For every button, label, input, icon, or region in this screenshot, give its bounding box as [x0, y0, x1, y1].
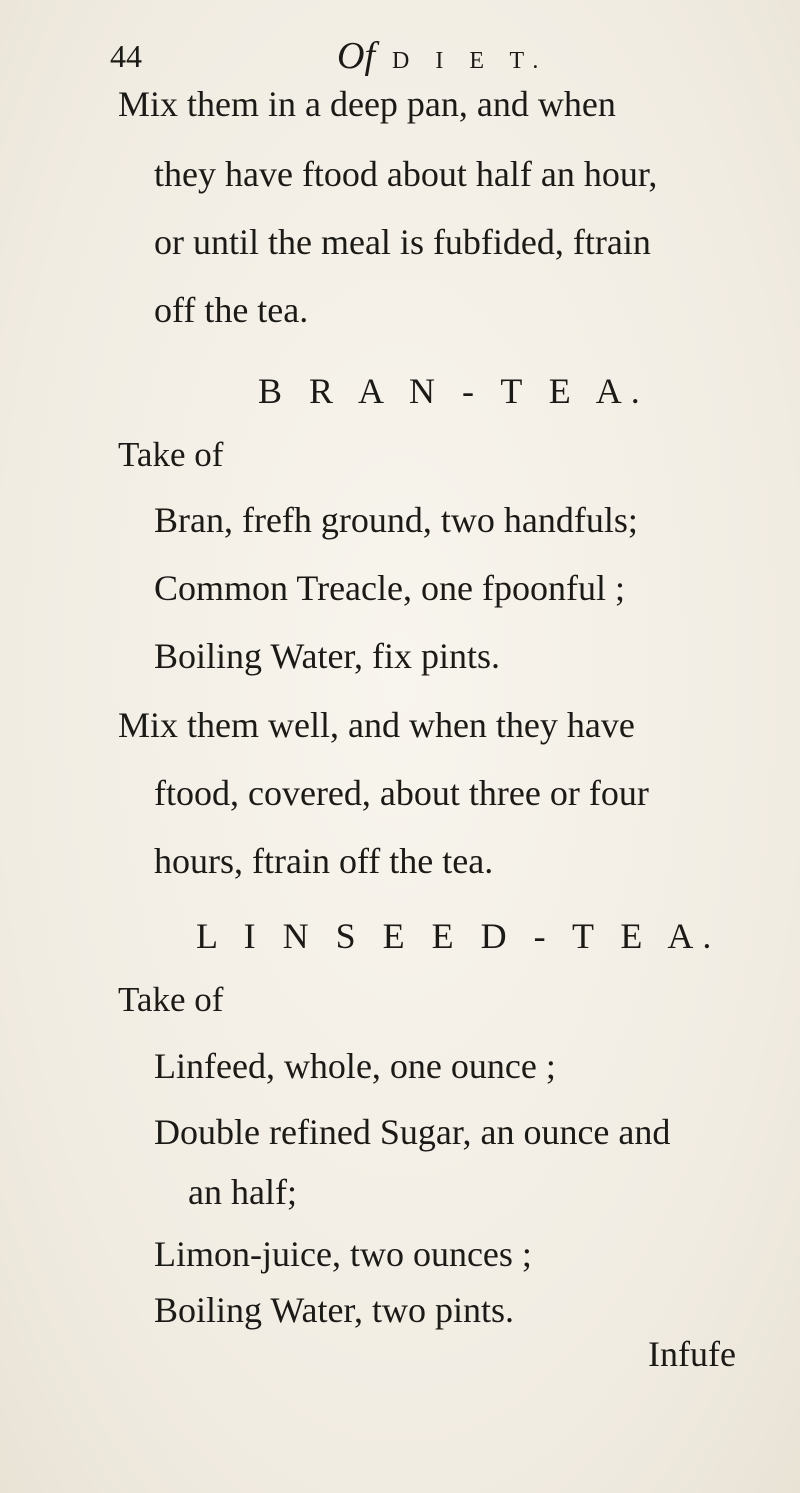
ingredient-line: Common Treacle, one fpoonful ; [154, 568, 625, 608]
ingredient-line: Bran, frefh ground, two handfuls; [154, 500, 638, 540]
section-heading-bran-tea: B R A N - T E A. [258, 371, 649, 411]
take-of-label: Take of [118, 980, 224, 1019]
section-heading-linseed-tea: L I N S E E D - T E A. [196, 916, 721, 956]
ingredient-line: an half; [188, 1172, 297, 1212]
page-number: 44 [110, 38, 142, 74]
ingredient-line: Linfeed, whole, one ounce ; [154, 1046, 556, 1086]
text-line: Mix them in a deep pan, and when [118, 84, 616, 124]
method-line: hours, ftrain off the tea. [154, 841, 494, 881]
ingredient-line: Boiling Water, fix pints. [154, 636, 500, 676]
ingredient-line: Double refined Sugar, an ounce and [154, 1112, 671, 1152]
method-line: Mix them well, and when they have [118, 705, 635, 745]
text-line: off the tea. [154, 290, 309, 330]
running-head-title: D I E T. [392, 48, 549, 74]
ingredient-line: Boiling Water, two pints. [154, 1290, 514, 1330]
catchword: Infufe [648, 1334, 736, 1374]
ingredient-line: Limon-juice, two ounces ; [154, 1234, 532, 1274]
running-head-of: Of [337, 35, 375, 77]
text-line: or until the meal is fubfided, ftrain [154, 222, 651, 262]
method-line: ftood, covered, about three or four [154, 773, 649, 813]
text-line: they have ftood about half an hour, [154, 154, 658, 194]
running-head [337, 34, 548, 78]
take-of-label: Take of [118, 435, 224, 474]
